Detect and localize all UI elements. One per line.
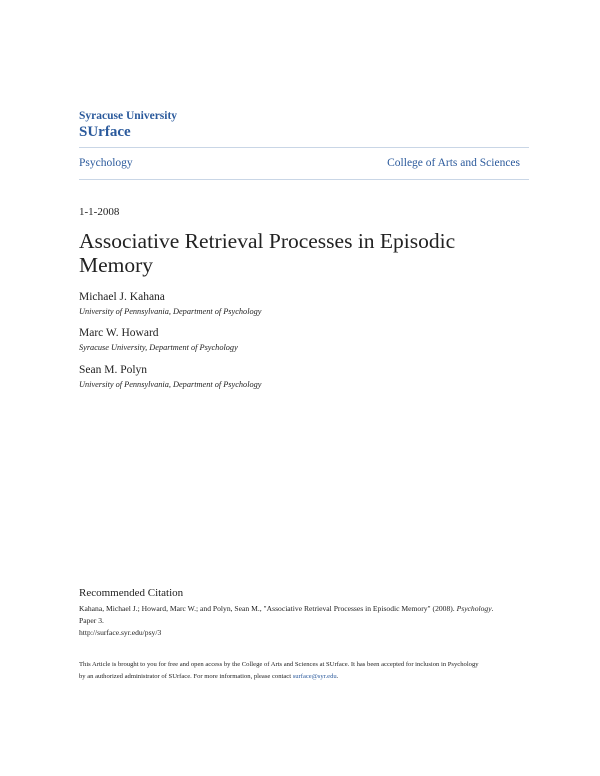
author-name: Sean M. Polyn	[79, 364, 148, 376]
repository-name[interactable]: SUrface	[79, 124, 131, 140]
psychology-link[interactable]: Psychology	[79, 157, 133, 169]
access-line-2: by an authorized administrator of SUrface. For more information, please contact	[79, 673, 293, 680]
author-entry	[79, 291, 262, 317]
collection-nav	[79, 157, 520, 169]
access-line-1: This Article is brought to you for free and open access by the College of Arts and Sciences at SUrface. It has been accepted for inclusion in Psychology	[79, 661, 479, 668]
citation-text	[79, 603, 529, 639]
publication-date: 1-1-2008	[79, 206, 120, 218]
author-entry	[79, 327, 238, 353]
author-entry	[79, 364, 262, 390]
author-name: Michael J. Kahana	[79, 291, 165, 303]
citation-body: Kahana, Michael J.; Howard, Marc W.; and Polyn, Sean M., "Associative Retrieval Processes in Episodic Memory" (2008).	[79, 604, 457, 613]
access-statement	[79, 659, 529, 683]
author-affiliation: Syracuse University, Department of Psychology	[79, 343, 238, 352]
citation-paper-number: Paper 3.	[79, 616, 104, 625]
college-link[interactable]: College of Arts and Sciences	[387, 157, 520, 169]
citation-journal: Psychology	[456, 604, 492, 613]
paper-title: Associative Retrieval Processes in Episodic Memory	[79, 229, 456, 277]
nav-bottom-divider	[79, 179, 529, 180]
contact-email-link[interactable]: surface@syr.edu	[292, 673, 337, 680]
author-name: Marc W. Howard	[79, 327, 159, 339]
nav-top-divider	[79, 147, 529, 148]
access-line-end: .	[336, 673, 339, 680]
university-name: Syracuse University	[79, 110, 178, 122]
author-affiliation: University of Pennsylvania, Department of Psychology	[79, 307, 262, 316]
citation-url[interactable]: http://surface.syr.edu/psy/3	[79, 628, 162, 637]
recommended-citation	[79, 587, 529, 639]
citation-heading: Recommended Citation	[79, 587, 184, 599]
repository-brand	[79, 110, 177, 141]
author-affiliation: University of Pennsylvania, Department of Psychology	[79, 380, 262, 389]
citation-punct: .	[491, 604, 494, 613]
